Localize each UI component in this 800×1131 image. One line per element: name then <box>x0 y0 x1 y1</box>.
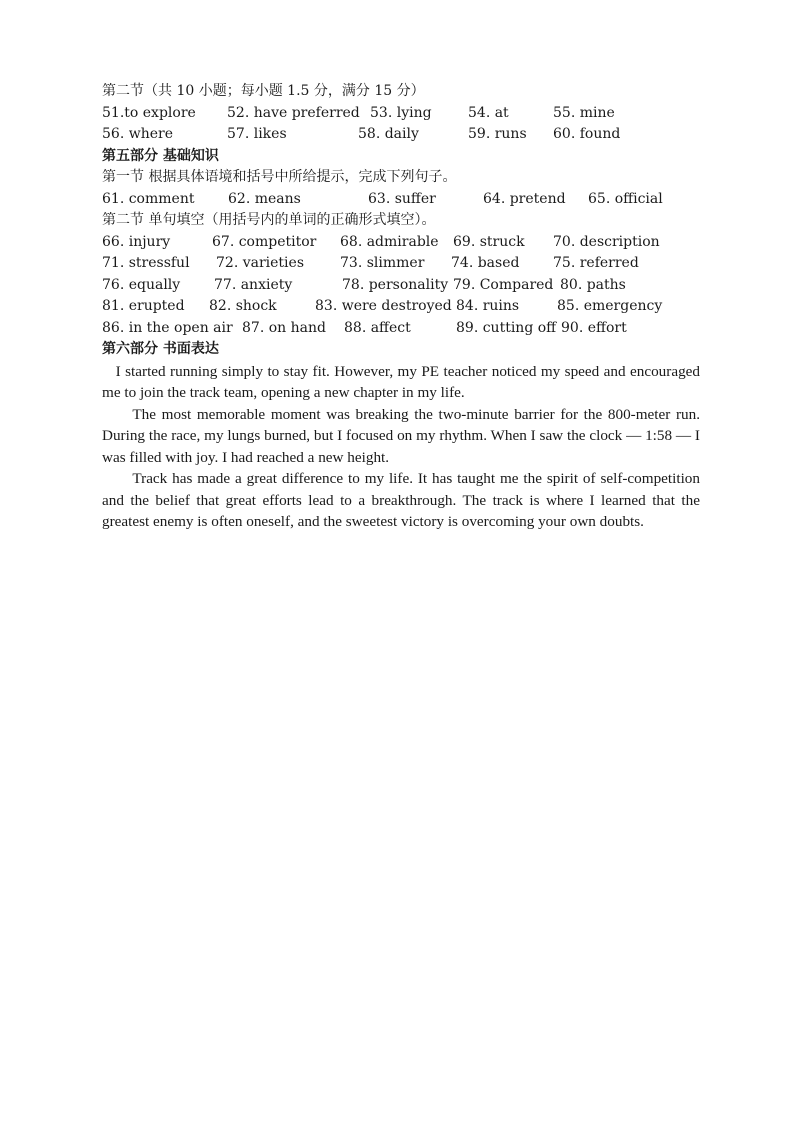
answer-item: 71. stressful <box>102 255 190 271</box>
answer-item: 83. were destroyed <box>315 298 452 314</box>
answer-item: 57. likes <box>227 126 287 142</box>
answer-item: 68. admirable <box>340 233 439 250</box>
answer-item: 85. emergency <box>557 298 663 314</box>
essay-paragraph: I started running simply to stay fit. However, my PE teacher noticed my speed and encouraged me to join the track team, opening a new chapter in my life. <box>102 362 700 401</box>
answer-item: 73. slimmer <box>340 255 425 271</box>
answer-item: 74. based <box>451 255 520 271</box>
part6-title: 第六部分 书面表达 <box>102 341 219 357</box>
answer-item: 70. description <box>553 233 660 250</box>
answer-row <box>102 318 700 340</box>
answer-content <box>102 81 700 533</box>
answer-item: 72. varieties <box>216 255 304 271</box>
answer-item: 64. pretend <box>483 190 566 207</box>
essay <box>102 361 700 533</box>
answer-item: 78. personality <box>342 276 449 293</box>
answer-row <box>102 124 700 146</box>
answer-item: 80. paths <box>560 276 626 293</box>
answer-item: 77. anxiety <box>214 276 293 293</box>
answer-item: 84. ruins <box>456 298 520 314</box>
answer-item: 75. referred <box>553 255 639 271</box>
answer-item: 67. competitor <box>212 233 317 250</box>
answer-item: 69. struck <box>453 233 525 250</box>
answer-row <box>102 232 700 254</box>
answer-item: 59. runs <box>468 126 527 142</box>
essay-paragraph: The most memorable moment was breaking the two-minute barrier for the 800-meter run. During the race, my lungs burned, but I focused on my rhythm. When I saw the clock — 1:58 — I was filled with joy. I had reached a new height. <box>102 405 700 466</box>
answer-row <box>102 103 700 125</box>
part5-section1: 第一节 根据具体语境和括号中所给提示，完成下列句子。 <box>102 169 457 185</box>
answer-item: 81. erupted <box>102 298 185 314</box>
answer-row <box>102 189 700 211</box>
answer-item: 63. suffer <box>368 190 436 207</box>
answer-item: 90. effort <box>561 319 627 336</box>
answer-item: 56. where <box>102 126 173 142</box>
answer-item: 88. affect <box>344 319 411 336</box>
answer-item: 61. comment <box>102 190 195 207</box>
essay-paragraph: Track has made a great difference to my life. It has taught me the spirit of self-competition and the belief that great efforts lead to a breakthrough. The track is where I learned that the greatest enemy is often oneself, and the sweetest victory is overcoming your own doubts. <box>102 470 700 530</box>
answer-row <box>102 275 700 297</box>
answer-item: 60. found <box>553 126 621 142</box>
answer-item: 62. means <box>228 190 301 207</box>
part5-title: 第五部分 基础知识 <box>102 147 219 164</box>
answer-item: 79. Compared <box>453 276 554 293</box>
answer-item: 51.to explore <box>102 104 196 121</box>
answer-item: 55. mine <box>553 104 615 121</box>
part5-section2: 第二节 单句填空（用括号内的单词的正确形式填空）。 <box>102 212 436 228</box>
answer-item: 66. injury <box>102 233 171 250</box>
section2-intro: 第二节（共 10 小题；每小题 1.5 分，满分 15 分） <box>102 83 425 99</box>
answer-item: 89. cutting off <box>456 319 557 336</box>
answer-item: 58. daily <box>358 126 419 142</box>
answer-item: 87. on hand <box>242 319 326 336</box>
answer-item: 82. shock <box>209 298 277 314</box>
answer-item: 65. official <box>588 190 663 207</box>
answer-item: 53. lying <box>370 104 432 121</box>
answer-item: 52. have preferred <box>227 104 360 121</box>
answer-item: 86. in the open air <box>102 319 233 336</box>
answer-item: 76. equally <box>102 276 181 293</box>
answer-row <box>102 296 700 318</box>
answer-item: 54. at <box>468 104 509 121</box>
answer-row <box>102 253 700 275</box>
